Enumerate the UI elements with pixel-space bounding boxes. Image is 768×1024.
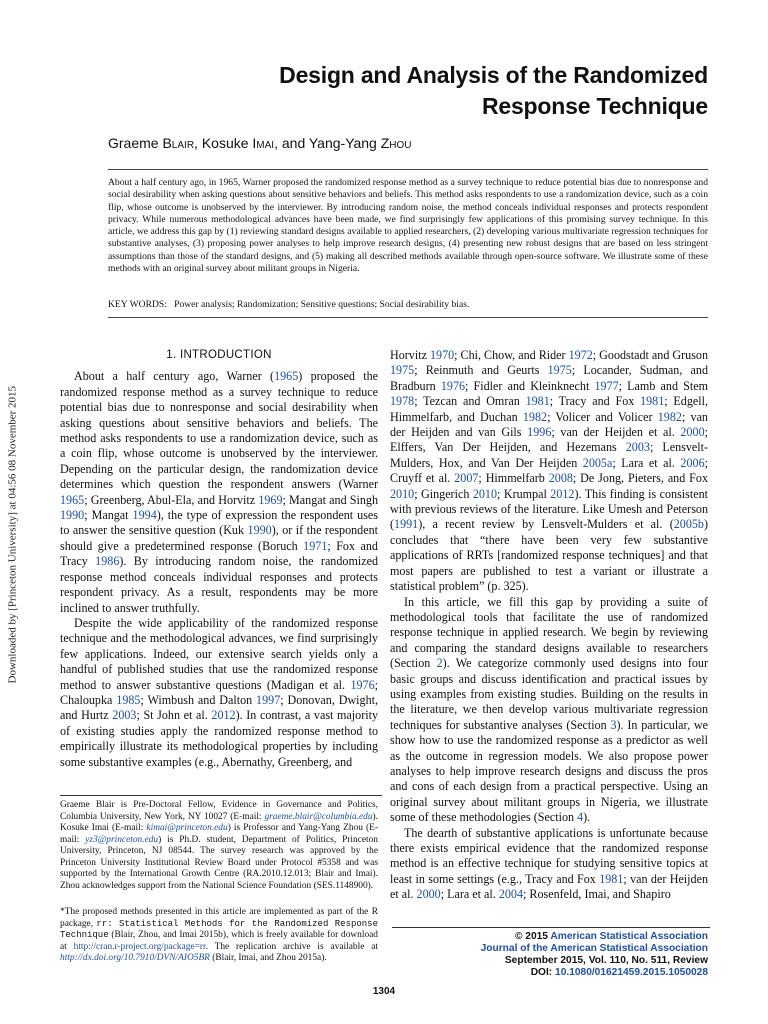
citation-link[interactable]: 1972 <box>568 348 593 362</box>
author-surname: Zhou <box>380 135 412 151</box>
citation-link[interactable]: 2000 <box>680 425 705 440</box>
citation-link[interactable]: 1976 <box>440 378 466 393</box>
email-link[interactable]: graeme.blair@columbia.edu <box>264 811 373 822</box>
email-link[interactable]: kimai@princeton.edu <box>146 823 228 833</box>
citation-link[interactable]: 1990 <box>247 523 272 538</box>
paper-title <box>148 60 708 122</box>
paragraph: Horvitz 1970; Chi, Chow, and Rider 1972; Goodstadt and Gruson 1975; Reinmuth and Geurts 1975; Locander, Sudman, and Bradburn 1976; Fidler and Kleinknecht 1977; Lamb and Stem 1978; Tezcan and Omran 1981; Tracy and Fox 1981; Edgell, Himmelfarb, and Duchan 1982; Volicer and Volicer 1982; van der Heijden and van Gils 1996; van der Heijden et al. 2000; Elffers, Van Der Heijden, and Hezemans 2003; Lensvelt-Mulders, Hox, and Van Der Heijden 2005a; Lara et al. 2006; Cruyff et al. 2007; Himmelfarb 2008; De Jong, Pieters, and Fox 2010; Gingerich 2010; Krumpal 2012). This finding is consistent with previous reviews of the literature. Like Umesh and Peterson (1991), a recent review by Lensvelt-Mulders et al. (2005b) concludes that “there have been very few substantive applications of RRTs [randomized response techniques] and that most papers are published to test a variant or illustrate a statistical problem” (p. 325). <box>390 348 709 594</box>
citation-link[interactable]: 2005a <box>582 455 613 470</box>
right-column <box>390 348 708 903</box>
citation-link[interactable]: 1971 <box>303 538 328 553</box>
copyright-line: © 2015 American Statistical Association <box>514 931 708 942</box>
citation-link[interactable]: 1981 <box>640 394 665 409</box>
association-link[interactable]: American Statistical Association <box>550 931 708 942</box>
footnote-rule <box>60 795 382 796</box>
page-number: 1304 <box>372 986 396 997</box>
citation-link[interactable]: 2006 <box>680 455 705 470</box>
left-column <box>60 348 378 770</box>
keywords-label: KEY WORDS: <box>108 299 167 310</box>
citation-link[interactable]: 1978 <box>390 394 415 409</box>
citation-link[interactable]: 1981 <box>525 394 550 409</box>
citation-link[interactable]: 2007 <box>454 471 479 486</box>
citation-link[interactable]: 2003 <box>112 708 137 723</box>
citation-link[interactable]: 1976 <box>350 677 375 692</box>
abstract-bottom-rule <box>108 317 708 318</box>
citation-link[interactable]: 1985 <box>116 692 141 707</box>
download-watermark: Downloaded by [Princeton University] at 04:56 08 November 2015 <box>6 385 19 684</box>
citation-link[interactable]: 1997 <box>256 692 281 707</box>
cran-url-link[interactable]: http://cran.r-project.org/package=rr <box>73 941 206 952</box>
citation-link[interactable]: 1981 <box>599 871 624 886</box>
citation-link[interactable]: 1991 <box>394 517 419 532</box>
section-link[interactable]: 4 <box>577 810 584 825</box>
doi-line: DOI: 10.1080/01621459.2015.1050028 <box>530 967 708 978</box>
section-link[interactable]: 2 <box>436 656 443 671</box>
package-name: rr: Statistical Methods for the Randomized Response Technique <box>60 918 378 940</box>
citation-link[interactable]: 1977 <box>594 378 619 393</box>
abstract: About a half century ago, in 1965, Warner proposed the randomized response method as a survey technique to reduce potential bias due to nonresponse and social desirability when asking questions about sensitive behaviors and beliefs. This method asks respondents to use a randomization device, such as a coin flip, whose outcome is unobserved by the interviewer. By introducing random noise, the method conceals individual responses and protects respondent privacy. While numerous methodological advances have been made, we find surprisingly few applications of this promising survey technique. In this article, we address this gap by (1) reviewing standard designs available to applied researchers, (2) developing various multivariate regression techniques for substantive analyses, (3) proposing power analyses to help improve research designs, (4) presenting new robust designs that are based on less stringent assumptions than those of the standard designs, and (5) making all described methods available through open-source software. We illustrate some of these methods with an original survey about militant groups in Nigeria. <box>108 177 708 275</box>
abstract-top-rule <box>108 169 708 170</box>
paragraph: About a half century ago, Warner (1965) proposed the randomized response method as a survey technique to reduce potential bias due to nonresponse and social desirability when asking questions about sensitive behaviors and beliefs. The method asks respondents to use a randomization device, such as a coin flip, whose outcome is unobserved by the interviewer. Depending on the particular design, the randomization device determines which question the respondent answers (Warner 1965; Greenberg, Abul-Ela, and Horvitz 1969; Mangat and Singh 1990; Mangat 1994), the type of expression the respondent uses to answer the sensitive question (Kuk 1990), or if the respondent should give a predetermined response (Boruch 1971; Fox and Tracy 1986). By introducing random noise, the randomized response method conceals individual responses and protects respondent privacy. As a result, respondents may be more inclined to answer truthfully. <box>60 369 379 615</box>
author-list <box>108 135 412 151</box>
citation-link[interactable]: 2004 <box>498 887 523 902</box>
email-link[interactable]: yz3@princeton.edu <box>85 834 159 845</box>
citation-link[interactable]: 2012 <box>211 708 236 723</box>
author-separator: , Kosuke <box>194 135 253 151</box>
author-first-name: Graeme <box>108 135 163 151</box>
title-line-1: Design and Analysis of the Randomized <box>279 62 708 88</box>
citation-link[interactable]: 1982 <box>522 409 548 424</box>
citation-link[interactable]: 1990 <box>60 508 85 523</box>
citation-link[interactable]: 1965 <box>60 492 85 507</box>
author-surname: Imai <box>252 135 275 151</box>
citation-link[interactable]: 1975 <box>547 363 572 378</box>
citation-link[interactable]: 2010 <box>390 486 415 501</box>
paragraph: In this article, we fill this gap by providing a suite of methodological tools that facilitate the use of randomized response technique in applied research. We begin by reviewing and comparing the standard designs available to researchers (Section 2). We categorize commonly used designs into four basic groups and discuss identification and practical issues by using examples from existing studies. Building on the results in the literature, we then develop various multivariate regression techniques for substantive analyses (Section 3). In particular, we show how to use the randomized response as a predictor as well as the outcome in regression models. We also propose power analyses to help improve research designs and discuss the pros and cons of each design from a practical perspective. Using an original survey about militant groups in Nigeria, we illustrate some of these methodologies (Section 4). <box>390 594 709 825</box>
citation-link[interactable]: 2000 <box>416 887 441 902</box>
citation-link[interactable]: 2005b <box>673 517 704 532</box>
citation-link[interactable]: 1970 <box>429 348 455 362</box>
citation-link[interactable]: 1969 <box>258 492 283 507</box>
volume-line: September 2015, Vol. 110, No. 511, Review <box>504 955 708 966</box>
section-heading: 1. INTRODUCTION <box>166 349 272 361</box>
keywords-list: Power analysis; Randomization; Sensitive questions; Social desirability bias. <box>174 299 470 310</box>
citation-link[interactable]: 1975 <box>390 363 415 378</box>
publication-info <box>378 931 708 979</box>
citation-link[interactable]: 2010 <box>472 486 498 501</box>
author-separator: , and Yang-Yang <box>274 135 381 151</box>
paragraph: The dearth of substantive applications is unfortunate because there exists empirical evidence that the randomized response method is an effective technique for studying sensitive topics at least in some settings (e.g., Tracy and Fox 1981; van der Heijden et al. 2000; Lara et al. 2004; Rosenfeld, Imai, and Shapiro <box>390 825 708 902</box>
software-footnote: *The proposed methods presented in this article are implemented as part of the R package, rr: Statistical Methods for the Randomized Response Technique (Blair, Zhou, and Imai 2015b), which is freely available for download at http://cran.r-project.org/package=rr. The replication archive is available at http://dx.doi.org/10.7910/DVN/AIO5BR (Blair, Imai, and Zhou 2015a). <box>60 907 378 963</box>
citation-link[interactable]: 1996 <box>527 425 552 440</box>
paragraph: Despite the wide applicability of the randomized response technique and the methodological advances, we find surprisingly few applications. Indeed, our extensive search yields only a handful of published studies that use the randomized response method to answer substantive questions (Madigan et al. 1976; Chaloupka 1985; Wimbush and Dalton 1997; Donovan, Dwight, and Hurtz 2003; St John et al. 2012). In contrast, a vast majority of existing studies apply the randomized response method to empirically illustrate its methodological properties by including some substantive examples (e.g., Abernathy, Greenberg, and <box>60 615 379 769</box>
pubinfo-rule <box>392 927 710 928</box>
citation-link[interactable]: 2008 <box>548 471 573 486</box>
title-line-2: Response Technique <box>481 93 708 119</box>
citation-link[interactable]: 2003 <box>625 440 650 455</box>
replication-url-link[interactable]: http://dx.doi.org/10.7910/DVN/AIO5BR <box>60 953 210 963</box>
author-footnote: Graeme Blair is Pre-Doctoral Fellow, Evidence in Governance and Politics, Columbia University, New York, NY 10027 (E-mail: graeme.blair@columbia.edu). Kosuke Imai (E-mail: kimai@princeton.edu) is Professor and Yang-Yang Zhou (E-mail: yz3@princeton.edu) is Ph.D. student, Department of Politics, Princeton University, Princeton, NJ 08544. The survey research was approved by the Princeton University Institutional Review Board under Protocol #5358 and was supported by the International Growth Centre (RA.2010.12.013; Blair and Imai). Zhou acknowledges support from the National Science Foundation (SES.1148900). <box>60 800 378 891</box>
journal-link[interactable]: Journal of the American Statistical Association <box>480 943 708 954</box>
doi-link[interactable]: 10.1080/01621459.2015.1050028 <box>555 967 708 978</box>
citation-link[interactable]: 1982 <box>657 409 682 424</box>
citation-link[interactable]: 1986 <box>95 554 120 569</box>
citation-link[interactable]: 1965 <box>274 369 299 384</box>
keywords <box>108 299 708 310</box>
section-link[interactable]: 3 <box>610 717 617 732</box>
citation-link[interactable]: 1994 <box>132 508 157 523</box>
citation-link[interactable]: 2012 <box>550 486 575 501</box>
author-surname: Blair <box>162 135 195 151</box>
